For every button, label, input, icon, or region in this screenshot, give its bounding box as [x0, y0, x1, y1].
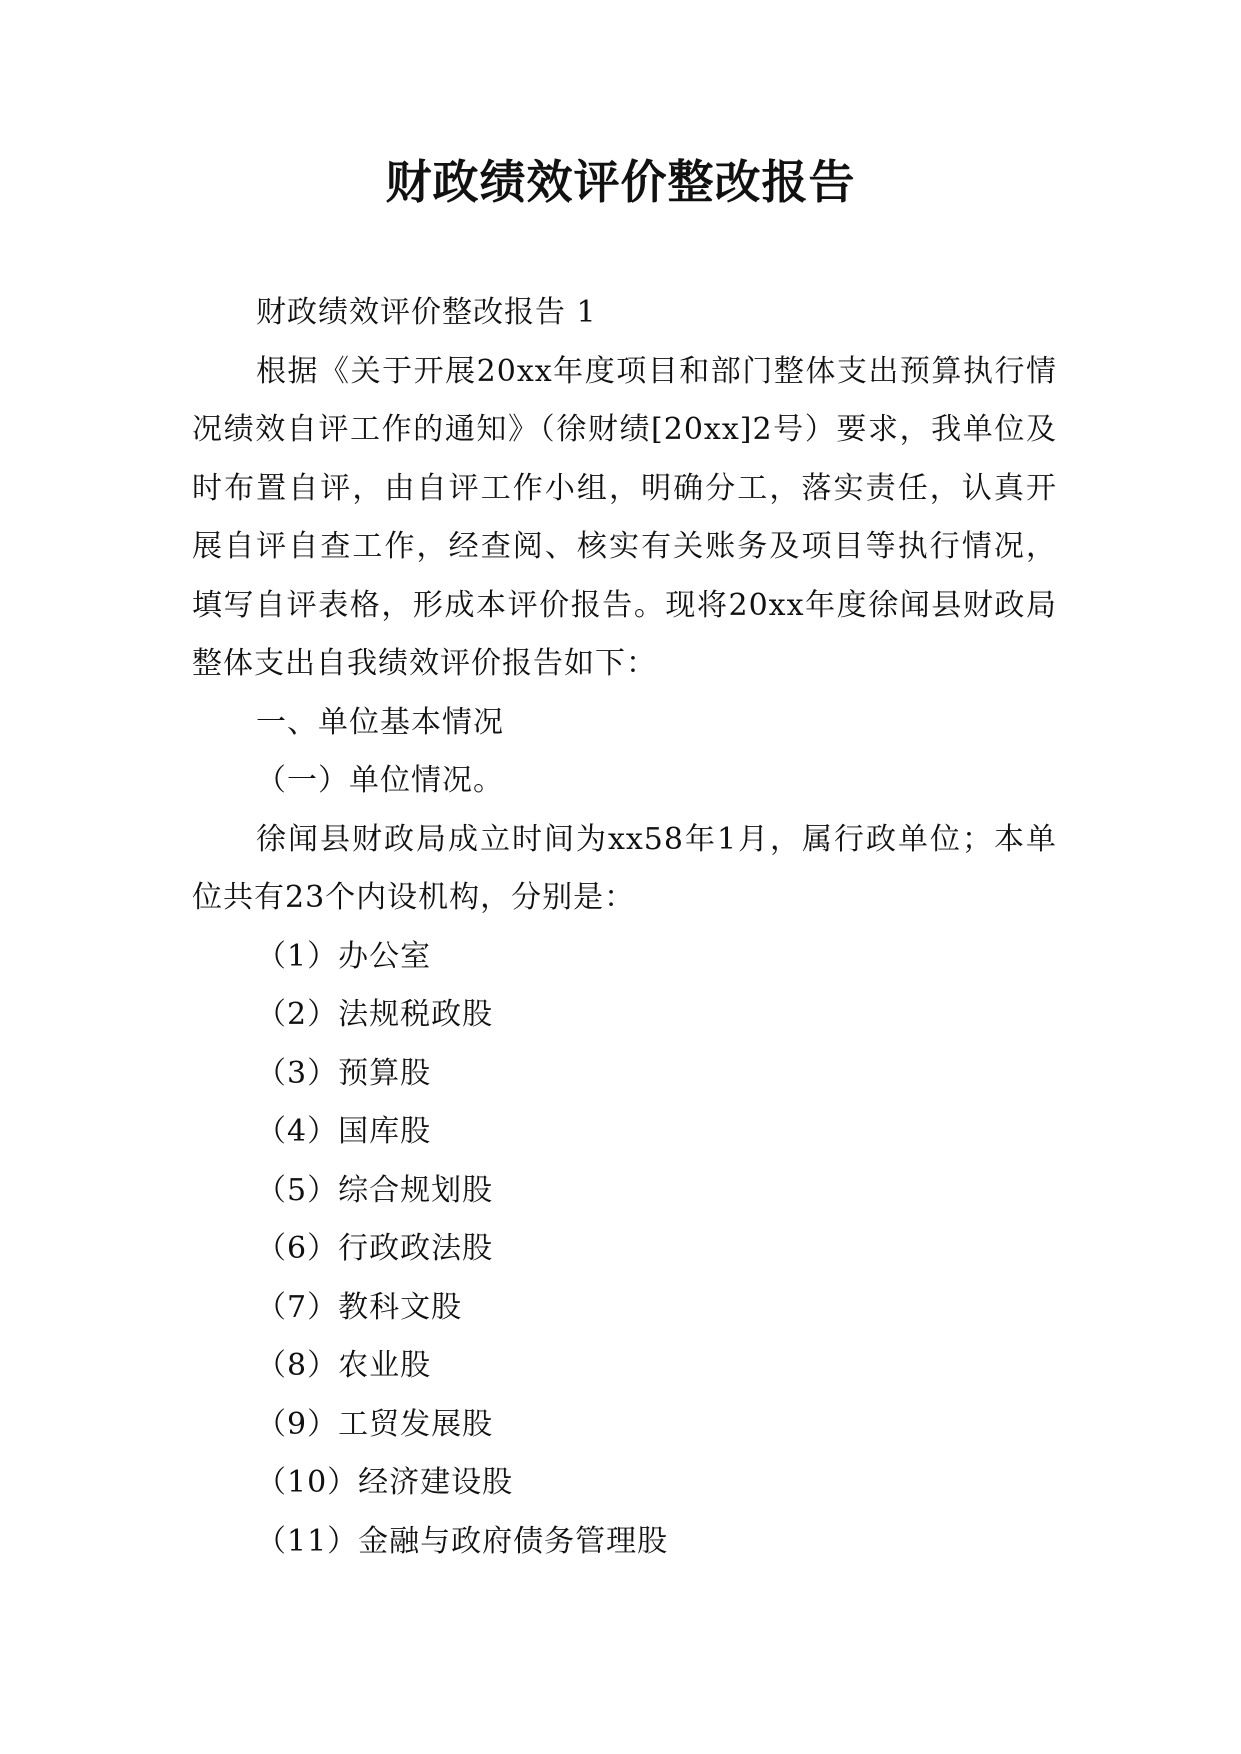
department-item: （9）工贸发展股 — [256, 1406, 494, 1442]
unit-paragraph: 徐闻县财政局成立时间为xx58年1月，属行政单位；本单位共有23个内设机构，分别是： — [192, 821, 1057, 915]
department-item: （10）经济建设股 — [256, 1465, 514, 1500]
document-title: 财政绩效评价整改报告 — [385, 155, 856, 209]
department-item: （8）农业股 — [256, 1348, 432, 1383]
department-item: （5）综合规划股 — [256, 1172, 494, 1208]
department-item: （11）金融与政府债务管理股 — [256, 1523, 669, 1559]
department-item: （4）国库股 — [256, 1114, 432, 1149]
department-item: （1）办公室 — [256, 938, 432, 974]
section-heading: 一、单位基本情况 — [256, 704, 504, 740]
subsection-heading: （一）单位情况。 — [256, 763, 504, 798]
department-list — [192, 928, 1057, 1572]
department-item: （6）行政政法股 — [256, 1231, 494, 1266]
document-body — [192, 284, 1057, 1571]
intro-paragraph: 根据《关于开展20xx年度项目和部门整体支出预算执行情况绩效自评工作的通知》（徐财绩[20xx]2号）要求，我单位及时布置自评，由自评工作小组，明确分工，落实责任，认真开展自评自查工作，经查阅、核实有关账务及项目等执行情况，填写自评表格，形成本评价报告。现将20xx年度徐闻县财政局整体支出自我绩效评价报告如下： — [192, 353, 1057, 681]
report-subtitle: 财政绩效评价整改报告 1 — [256, 295, 597, 330]
department-item: （2）法规税政股 — [256, 997, 494, 1032]
department-item: （3）预算股 — [256, 1055, 432, 1091]
department-item: （7）教科文股 — [256, 1289, 463, 1325]
